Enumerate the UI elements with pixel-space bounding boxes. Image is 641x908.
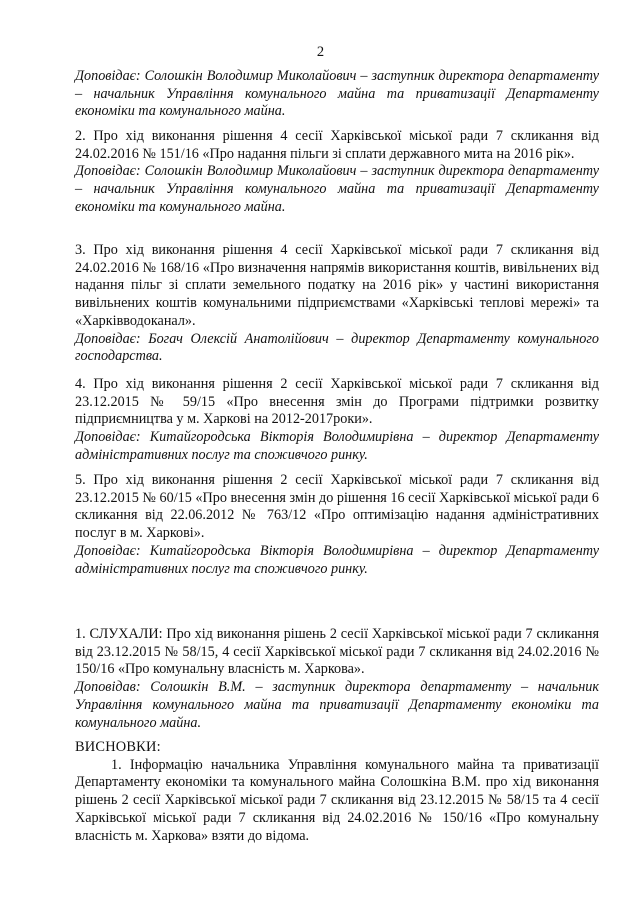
heard-text: 1. СЛУХАЛИ: Про хід виконання рішень 2 сесії Харківської міської ради 7 скликання від 23.12.2015 № 58/15, 4 сесії Харківської міської ради 7 скликання від 24.02.2016 № 150/16 «Про комунальну власність м. Харкова».	[75, 626, 599, 678]
page-number: 2	[316, 44, 325, 60]
agenda-item-5	[75, 472, 599, 578]
agenda-item-2-speaker: Доповідає: Солошкін Володимир Миколайович – заступник директора департаменту – начальник Управління комунального майна та приватизації Департаменту економіки та комунального майна.	[75, 163, 599, 215]
agenda-item-4-speaker: Доповідає: Китайгородська Вікторія Володимирівна – директор Департаменту адміністративних послуг та споживчого ринку.	[75, 429, 599, 463]
conclusions-section	[75, 739, 599, 845]
agenda-item-4-text: 4. Про хід виконання рішення 2 сесії Харківської міської ради 7 скликання від 23.12.2015 № 59/15 «Про внесення змін до Програми підтримки розвитку підприємництва у м. Харкові на 2012-2017роки».	[75, 376, 599, 428]
heard-speaker: Доповідав: Солошкін В.М. – заступник директора департаменту – начальник Управління комунального майна та приватизації Департаменту економіки та комунального майна.	[75, 679, 599, 731]
agenda-item-5-text: 5. Про хід виконання рішення 2 сесії Харківської міської ради 7 скликання від 23.12.2015 № 60/15 «Про внесення змін до рішення 16 сесії Харківської міської ради 6 скликання від 22.06.2012 № 763/12 «Про оптимізацію надання адміністративних послуг в м. Харкові».	[75, 472, 599, 542]
heard-section	[75, 626, 599, 732]
agenda-item-5-speaker: Доповідає: Китайгородська Вікторія Володимирівна – директор Департаменту адміністративних послуг та споживчого ринку.	[75, 542, 599, 577]
agenda-item-1	[75, 68, 599, 121]
agenda-item-1-speaker: Доповідає: Солошкін Володимир Миколайович – заступник директора департаменту – начальник Управління комунального майна та приватизації Департаменту економіки та комунального майна.	[75, 68, 599, 120]
agenda-item-3-text: 3. Про хід виконання рішення 4 сесії Харківської міської ради 7 скликання від 24.02.2016 № 168/16 «Про визначення напрямів використання коштів, вивільнених від надання пільг зі сплати земельного податку на 2016 рік» у частині використання вивільнених коштів комунальними підприємствами «Харківські теплові мережі» та «Харківводоканал».	[75, 242, 599, 329]
conclusions-heading: ВИСНОВКИ:	[75, 739, 161, 755]
agenda-item-2	[75, 128, 599, 217]
agenda-item-2-text: 2. Про хід виконання рішення 4 сесії Харківської міської ради 7 скликання від 24.02.2016 № 151/16 «Про надання пільги зі сплати державного мита на 2016 рік».	[75, 128, 599, 162]
conclusions-item-1: 1. Інформацію начальника Управління комунального майна та приватизації Департаменту економіки та комунального майна Солошкіна В.М. про хід виконання рішень 2 сесії Харківської міської ради 7 скликання від 23.12.2015 № 58/15 та 4 сесії Харківської міської ради 7 скликання від 24.02.2016 № 150/16 «Про комунальну власність м. Харкова» взяти до відома.	[75, 756, 599, 844]
agenda-item-4	[75, 376, 599, 465]
agenda-item-3-speaker: Доповідає: Богач Олексій Анатолійович – директор Департаменту комунального господарства.	[75, 330, 599, 365]
agenda-item-3	[75, 242, 599, 366]
